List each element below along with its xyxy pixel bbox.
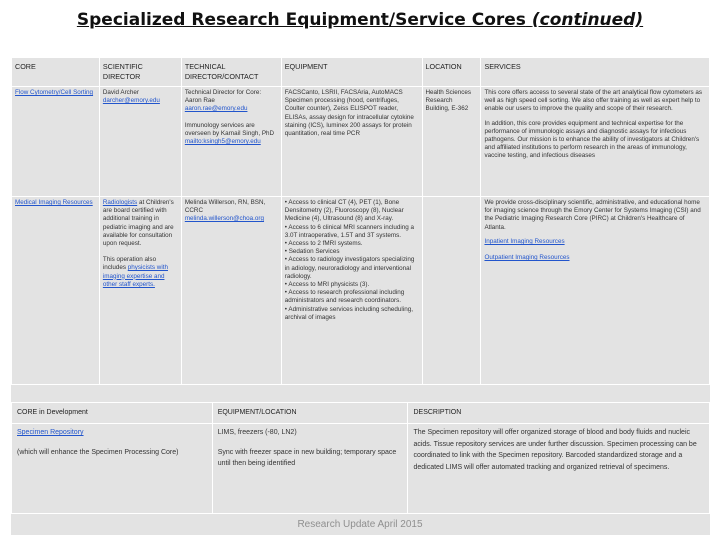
equipment-item: • Sedation Services xyxy=(284,248,340,256)
header-equipment: EQUIPMENT xyxy=(281,58,422,87)
header-location: LOCATION xyxy=(422,58,481,87)
page-title-continued: (continued) xyxy=(531,10,644,30)
cell-equipment-flow: FACSCanto, LSRII, FACSAria, AutoMACS Specimen processing (hood, centrifuges, Coulter counter), Zeiss ELISPOT reader, ELISAs, assay design for intracellular cytokine staining (ICS), luminex 200 assays for protein quantitation, real time PCR xyxy=(281,87,422,197)
specimen-repository-link[interactable]: Specimen Repository xyxy=(17,429,84,436)
services-text-imaging: We provide cross-disciplinary scientific, administrative, and educational home for imaging science through the Emory Center for Systems Imaging (CSI) and the Pediatric Imaging Research Core (PIRC) at Children's Healthcare of Atlanta. xyxy=(484,199,701,231)
header-director: SCIENTIFIC DIRECTOR xyxy=(99,58,181,87)
header-services: SERVICES xyxy=(481,58,710,87)
outpatient-imaging-link[interactable]: Outpatient Imaging Resources xyxy=(484,254,570,262)
contact-text-1: Technical Director for Core: Aaron Rae xyxy=(184,89,262,105)
page-title-main: Specialized Research Equipment/Service Cores xyxy=(76,10,526,30)
cell-director-flow xyxy=(99,87,181,197)
dev-cell-core xyxy=(12,424,213,514)
contact-email-link[interactable]: melinda.willerson@choa.org xyxy=(184,215,265,223)
cores-table xyxy=(11,57,710,385)
equipment-item: • Administrative services including scheduling, archival of images xyxy=(284,305,413,321)
contact-name: Melinda Willerson, RN, BSN, CCRC xyxy=(184,199,266,215)
equipment-item: • Access to MRI physicists (3). xyxy=(284,281,370,289)
director-text-2: This operation also includes xyxy=(102,256,157,272)
dev-header-description: DESCRIPTION xyxy=(408,403,710,424)
director-email-link[interactable]: darcher@emory.edu xyxy=(102,97,160,105)
cell-contact-flow xyxy=(181,87,281,197)
services-text-2: In addition, this core provides equipment and technical expertise for the performance of immunologic assays and diagnostic assays for infectious pathogens. Our mission is to enhance the ability of investigators at Children's and affiliated institutions to perform research in the areas of immunology, vaccine testing, and infectious diseases xyxy=(484,119,700,160)
page-title xyxy=(0,10,720,30)
contact-text-2: Immunology services are overseen by Karnail Singh, PhD xyxy=(184,121,275,137)
cell-core-imaging xyxy=(12,197,100,385)
dev-cell-description: The Specimen repository will offer organized storage of blood and body fluids and nucleic acids. Tissue repository services are under further discussion. Specimen processing can be coordinated to link with the Specimen repository. Barcoded standardized storage and a dedicated LIMS will offer automated tracking and organized retrieval of specimens. xyxy=(408,424,710,514)
director-name: David Archer xyxy=(102,89,139,96)
header-contact: TECHNICAL DIRECTOR/CONTACT xyxy=(181,58,281,87)
cores-in-development-table xyxy=(11,402,710,514)
cell-director-imaging xyxy=(99,197,181,385)
table-row-medical-imaging xyxy=(12,197,710,385)
footer-text: Research Update April 2015 xyxy=(297,519,423,530)
radiologists-link[interactable]: Radiologists xyxy=(102,199,138,206)
cell-location-flow: Health Sciences Research Building, E-362 xyxy=(422,87,481,197)
cores-table-header xyxy=(12,58,710,87)
cell-services-flow xyxy=(481,87,710,197)
flow-cytometry-link[interactable]: Flow Cytometry/Cell Sorting xyxy=(15,89,94,96)
director-text-1: at Children's are board certified with additional training in pediatric imaging and are available for consultation upon request. xyxy=(102,199,174,248)
services-text-1: This core offers access to several state of the art analytical flow cytometers as well as high speed cell sorting. We also offer training as well as expert help to enable our users to improve the quality and scope of their research. xyxy=(484,89,703,113)
physicists-link[interactable]: physicists with imaging expertise and other staff experts. xyxy=(102,264,168,288)
contact-email-link-1[interactable]: aaron.rae@emory.edu xyxy=(184,105,248,113)
equipment-item: • Access to clinical CT (4), PET (1), Bone Densitometry (2), Fluoroscopy (8), Nuclear Medicine (4), Ultrasound (8) and X-ray. xyxy=(284,199,404,223)
equipment-item: • Access to 6 clinical MRI scanners including a 3.0T intraoperative, 1.5T and 3T systems. xyxy=(284,223,415,239)
contact-email-link-2[interactable]: mailto:ksingh5@emory.edu xyxy=(184,138,261,146)
dev-cell-equipment xyxy=(212,424,408,514)
dev-header-equipment: EQUIPMENT/LOCATION xyxy=(212,403,408,424)
equipment-item: • Access to radiology investigators specializing in adiology, neuroradiology and interventional radiology. xyxy=(284,256,415,280)
equipment-item: • Access to 2 fMRI systems. xyxy=(284,240,363,248)
dev-header-core: CORE in Development xyxy=(12,403,213,424)
table-row-specimen-repository xyxy=(12,424,710,514)
cell-core-flow xyxy=(12,87,100,197)
dev-equipment-text-2: Sync with freezer space in new building; temporary space until then being identified xyxy=(217,448,397,467)
header-core: CORE xyxy=(12,58,100,87)
table-row-flow-cytometry xyxy=(12,87,710,197)
equipment-item: • Access to research professional including administrators and research coordinators. xyxy=(284,289,405,305)
cell-equipment-imaging xyxy=(281,197,422,385)
dev-table-header xyxy=(12,403,710,424)
specimen-repository-note: (which will enhance the Specimen Processing Core) xyxy=(17,448,179,456)
medical-imaging-link[interactable]: Medical Imaging Resources xyxy=(15,199,93,206)
cell-services-imaging xyxy=(481,197,710,385)
cell-location-imaging xyxy=(422,197,481,385)
inpatient-imaging-link[interactable]: Inpatient Imaging Resources xyxy=(484,237,565,245)
cell-contact-imaging xyxy=(181,197,281,385)
dev-equipment-text-1: LIMS, freezers (-80, LN2) xyxy=(217,429,297,436)
